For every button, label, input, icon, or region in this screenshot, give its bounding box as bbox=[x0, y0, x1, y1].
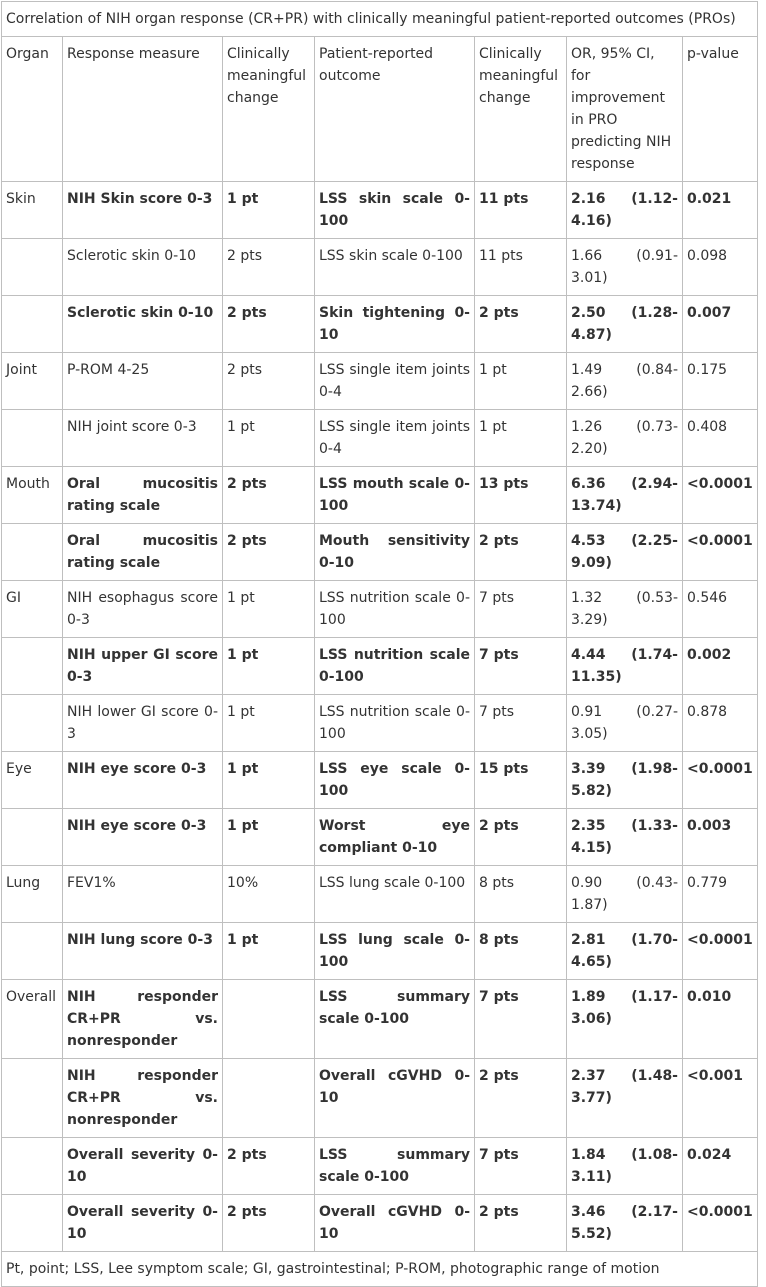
table-row bbox=[2, 296, 758, 353]
pro-change-cell: 1 pt bbox=[475, 410, 567, 467]
pro-cell: Skin tightening 0-10 bbox=[315, 296, 475, 353]
odds-ratio-cell: 1.89 (1.17-3.06) bbox=[567, 980, 683, 1059]
table-row bbox=[2, 980, 758, 1059]
header-row bbox=[2, 37, 758, 182]
table-row bbox=[2, 695, 758, 752]
p-value-cell: 0.546 bbox=[683, 581, 758, 638]
organ-cell: GI bbox=[2, 581, 63, 638]
header-patient-reported-outcome: Patient-reported outcome bbox=[315, 37, 475, 182]
change-cell: 1 pt bbox=[223, 752, 315, 809]
pro-cell: Overall cGVHD 0-10 bbox=[315, 1195, 475, 1252]
change-cell: 2 pts bbox=[223, 239, 315, 296]
organ-cell bbox=[2, 923, 63, 980]
table-row bbox=[2, 1138, 758, 1195]
odds-ratio-cell: 2.81 (1.70-4.65) bbox=[567, 923, 683, 980]
change-cell: 10% bbox=[223, 866, 315, 923]
header-organ: Organ bbox=[2, 37, 63, 182]
pro-cell: LSS mouth scale 0-100 bbox=[315, 467, 475, 524]
table-row bbox=[2, 866, 758, 923]
organ-cell bbox=[2, 296, 63, 353]
response-measure-cell: NIH upper GI score 0-3 bbox=[63, 638, 223, 695]
p-value-cell: 0.878 bbox=[683, 695, 758, 752]
organ-cell bbox=[2, 1059, 63, 1138]
odds-ratio-cell: 1.66 (0.91-3.01) bbox=[567, 239, 683, 296]
pro-change-cell: 7 pts bbox=[475, 581, 567, 638]
response-measure-cell: FEV1% bbox=[63, 866, 223, 923]
odds-ratio-cell: 0.90 (0.43-1.87) bbox=[567, 866, 683, 923]
response-measure-cell: NIH responder CR+PR vs. nonresponder bbox=[63, 980, 223, 1059]
odds-ratio-cell: 2.50 (1.28-4.87) bbox=[567, 296, 683, 353]
odds-ratio-cell: 6.36 (2.94-13.74) bbox=[567, 467, 683, 524]
response-measure-cell: Oral mucositis rating scale bbox=[63, 524, 223, 581]
organ-cell bbox=[2, 410, 63, 467]
pro-change-cell: 15 pts bbox=[475, 752, 567, 809]
header-p-value: p-value bbox=[683, 37, 758, 182]
odds-ratio-cell: 4.44 (1.74-11.35) bbox=[567, 638, 683, 695]
p-value-cell: 0.098 bbox=[683, 239, 758, 296]
organ-cell: Overall bbox=[2, 980, 63, 1059]
odds-ratio-cell: 3.46 (2.17-5.52) bbox=[567, 1195, 683, 1252]
pro-cell: LSS skin scale 0-100 bbox=[315, 239, 475, 296]
pro-cell: LSS nutrition scale 0-100 bbox=[315, 638, 475, 695]
response-measure-cell: P-ROM 4-25 bbox=[63, 353, 223, 410]
change-cell: 2 pts bbox=[223, 1195, 315, 1252]
pro-cell: LSS nutrition scale 0-100 bbox=[315, 581, 475, 638]
pro-cell: Worst eye compliant 0-10 bbox=[315, 809, 475, 866]
change-cell: 2 pts bbox=[223, 467, 315, 524]
response-measure-cell: NIH responder CR+PR vs. nonresponder bbox=[63, 1059, 223, 1138]
pro-change-cell: 1 pt bbox=[475, 353, 567, 410]
organ-cell bbox=[2, 1138, 63, 1195]
header-clinically-meaningful-change: Clinically meaningful change bbox=[223, 37, 315, 182]
response-measure-cell: NIH eye score 0-3 bbox=[63, 752, 223, 809]
pro-change-cell: 13 pts bbox=[475, 467, 567, 524]
p-value-cell: <0.001 bbox=[683, 1059, 758, 1138]
odds-ratio-cell: 1.32 (0.53-3.29) bbox=[567, 581, 683, 638]
pro-change-cell: 7 pts bbox=[475, 1138, 567, 1195]
p-value-cell: 0.175 bbox=[683, 353, 758, 410]
table-row bbox=[2, 581, 758, 638]
change-cell bbox=[223, 1059, 315, 1138]
organ-cell: Lung bbox=[2, 866, 63, 923]
header-response-measure: Response measure bbox=[63, 37, 223, 182]
response-measure-cell: Overall severity 0-10 bbox=[63, 1195, 223, 1252]
pro-cell: Mouth sensitivity 0-10 bbox=[315, 524, 475, 581]
table-footnote: Pt, point; LSS, Lee symptom scale; GI, gastrointestinal; P-ROM, photographic range of motion bbox=[2, 1252, 758, 1287]
table-row bbox=[2, 752, 758, 809]
response-measure-cell: Sclerotic skin 0-10 bbox=[63, 296, 223, 353]
p-value-cell: 0.021 bbox=[683, 182, 758, 239]
change-cell: 1 pt bbox=[223, 809, 315, 866]
organ-cell bbox=[2, 239, 63, 296]
organ-cell bbox=[2, 524, 63, 581]
pro-change-cell: 2 pts bbox=[475, 1195, 567, 1252]
response-measure-cell: NIH joint score 0-3 bbox=[63, 410, 223, 467]
organ-cell: Eye bbox=[2, 752, 63, 809]
odds-ratio-cell: 1.49 (0.84-2.66) bbox=[567, 353, 683, 410]
organ-cell bbox=[2, 1195, 63, 1252]
pro-change-cell: 7 pts bbox=[475, 695, 567, 752]
odds-ratio-cell: 3.39 (1.98-5.82) bbox=[567, 752, 683, 809]
table-row bbox=[2, 1059, 758, 1138]
table-row bbox=[2, 638, 758, 695]
response-measure-cell: NIH lower GI score 0-3 bbox=[63, 695, 223, 752]
pro-change-cell: 8 pts bbox=[475, 923, 567, 980]
pro-cell: LSS eye scale 0-100 bbox=[315, 752, 475, 809]
pro-cell: LSS lung scale 0-100 bbox=[315, 866, 475, 923]
table-body bbox=[2, 182, 758, 1252]
organ-cell: Mouth bbox=[2, 467, 63, 524]
pro-cell: LSS single item joints 0-4 bbox=[315, 410, 475, 467]
table-container bbox=[1, 1, 757, 1287]
table-row bbox=[2, 809, 758, 866]
pro-cell: LSS summary scale 0-100 bbox=[315, 1138, 475, 1195]
p-value-cell: 0.024 bbox=[683, 1138, 758, 1195]
change-cell: 1 pt bbox=[223, 923, 315, 980]
change-cell: 1 pt bbox=[223, 581, 315, 638]
organ-cell: Joint bbox=[2, 353, 63, 410]
change-cell: 1 pt bbox=[223, 182, 315, 239]
table-row bbox=[2, 467, 758, 524]
pro-cell: Overall cGVHD 0-10 bbox=[315, 1059, 475, 1138]
p-value-cell: 0.408 bbox=[683, 410, 758, 467]
p-value-cell: <0.0001 bbox=[683, 923, 758, 980]
p-value-cell: 0.010 bbox=[683, 980, 758, 1059]
odds-ratio-cell: 4.53 (2.25-9.09) bbox=[567, 524, 683, 581]
p-value-cell: 0.007 bbox=[683, 296, 758, 353]
p-value-cell: 0.003 bbox=[683, 809, 758, 866]
pro-change-cell: 11 pts bbox=[475, 182, 567, 239]
pro-change-cell: 7 pts bbox=[475, 980, 567, 1059]
change-cell: 2 pts bbox=[223, 524, 315, 581]
organ-cell: Skin bbox=[2, 182, 63, 239]
p-value-cell: 0.002 bbox=[683, 638, 758, 695]
table-row bbox=[2, 410, 758, 467]
pro-change-cell: 2 pts bbox=[475, 1059, 567, 1138]
response-measure-cell: Overall severity 0-10 bbox=[63, 1138, 223, 1195]
header-odds-ratio: OR, 95% CI, for improvement in PRO predicting NIH response bbox=[567, 37, 683, 182]
pro-change-cell: 2 pts bbox=[475, 296, 567, 353]
p-value-cell: <0.0001 bbox=[683, 1195, 758, 1252]
table-row bbox=[2, 1195, 758, 1252]
header-pro-clinically-meaningful-change: Clinically meaningful change bbox=[475, 37, 567, 182]
pro-cell: LSS nutrition scale 0-100 bbox=[315, 695, 475, 752]
change-cell: 1 pt bbox=[223, 638, 315, 695]
table-row bbox=[2, 239, 758, 296]
odds-ratio-cell: 2.37 (1.48-3.77) bbox=[567, 1059, 683, 1138]
pro-cell: LSS skin scale 0-100 bbox=[315, 182, 475, 239]
pro-cell: LSS single item joints 0-4 bbox=[315, 353, 475, 410]
change-cell bbox=[223, 980, 315, 1059]
organ-cell bbox=[2, 809, 63, 866]
odds-ratio-cell: 2.16 (1.12-4.16) bbox=[567, 182, 683, 239]
change-cell: 2 pts bbox=[223, 353, 315, 410]
table-caption: Correlation of NIH organ response (CR+PR) with clinically meaningful patient-reported outcomes (PROs) bbox=[2, 2, 758, 37]
odds-ratio-cell: 1.84 (1.08-3.11) bbox=[567, 1138, 683, 1195]
table-row bbox=[2, 923, 758, 980]
pro-change-cell: 2 pts bbox=[475, 524, 567, 581]
change-cell: 2 pts bbox=[223, 1138, 315, 1195]
table-row bbox=[2, 182, 758, 239]
response-measure-cell: NIH eye score 0-3 bbox=[63, 809, 223, 866]
pro-change-cell: 7 pts bbox=[475, 638, 567, 695]
change-cell: 1 pt bbox=[223, 695, 315, 752]
change-cell: 1 pt bbox=[223, 410, 315, 467]
table-row bbox=[2, 524, 758, 581]
pro-change-cell: 8 pts bbox=[475, 866, 567, 923]
response-measure-cell: NIH Skin score 0-3 bbox=[63, 182, 223, 239]
p-value-cell: <0.0001 bbox=[683, 524, 758, 581]
response-measure-cell: Oral mucositis rating scale bbox=[63, 467, 223, 524]
pro-change-cell: 11 pts bbox=[475, 239, 567, 296]
p-value-cell: 0.779 bbox=[683, 866, 758, 923]
change-cell: 2 pts bbox=[223, 296, 315, 353]
response-measure-cell: NIH esophagus score 0-3 bbox=[63, 581, 223, 638]
organ-cell bbox=[2, 695, 63, 752]
pro-change-cell: 2 pts bbox=[475, 809, 567, 866]
odds-ratio-cell: 2.35 (1.33-4.15) bbox=[567, 809, 683, 866]
organ-cell bbox=[2, 638, 63, 695]
odds-ratio-cell: 1.26 (0.73-2.20) bbox=[567, 410, 683, 467]
pro-cell: LSS summary scale 0-100 bbox=[315, 980, 475, 1059]
odds-ratio-cell: 0.91 (0.27-3.05) bbox=[567, 695, 683, 752]
table-row bbox=[2, 353, 758, 410]
response-measure-cell: Sclerotic skin 0-10 bbox=[63, 239, 223, 296]
response-measure-cell: NIH lung score 0-3 bbox=[63, 923, 223, 980]
p-value-cell: <0.0001 bbox=[683, 752, 758, 809]
p-value-cell: <0.0001 bbox=[683, 467, 758, 524]
correlation-table bbox=[1, 1, 758, 1287]
pro-cell: LSS lung scale 0-100 bbox=[315, 923, 475, 980]
